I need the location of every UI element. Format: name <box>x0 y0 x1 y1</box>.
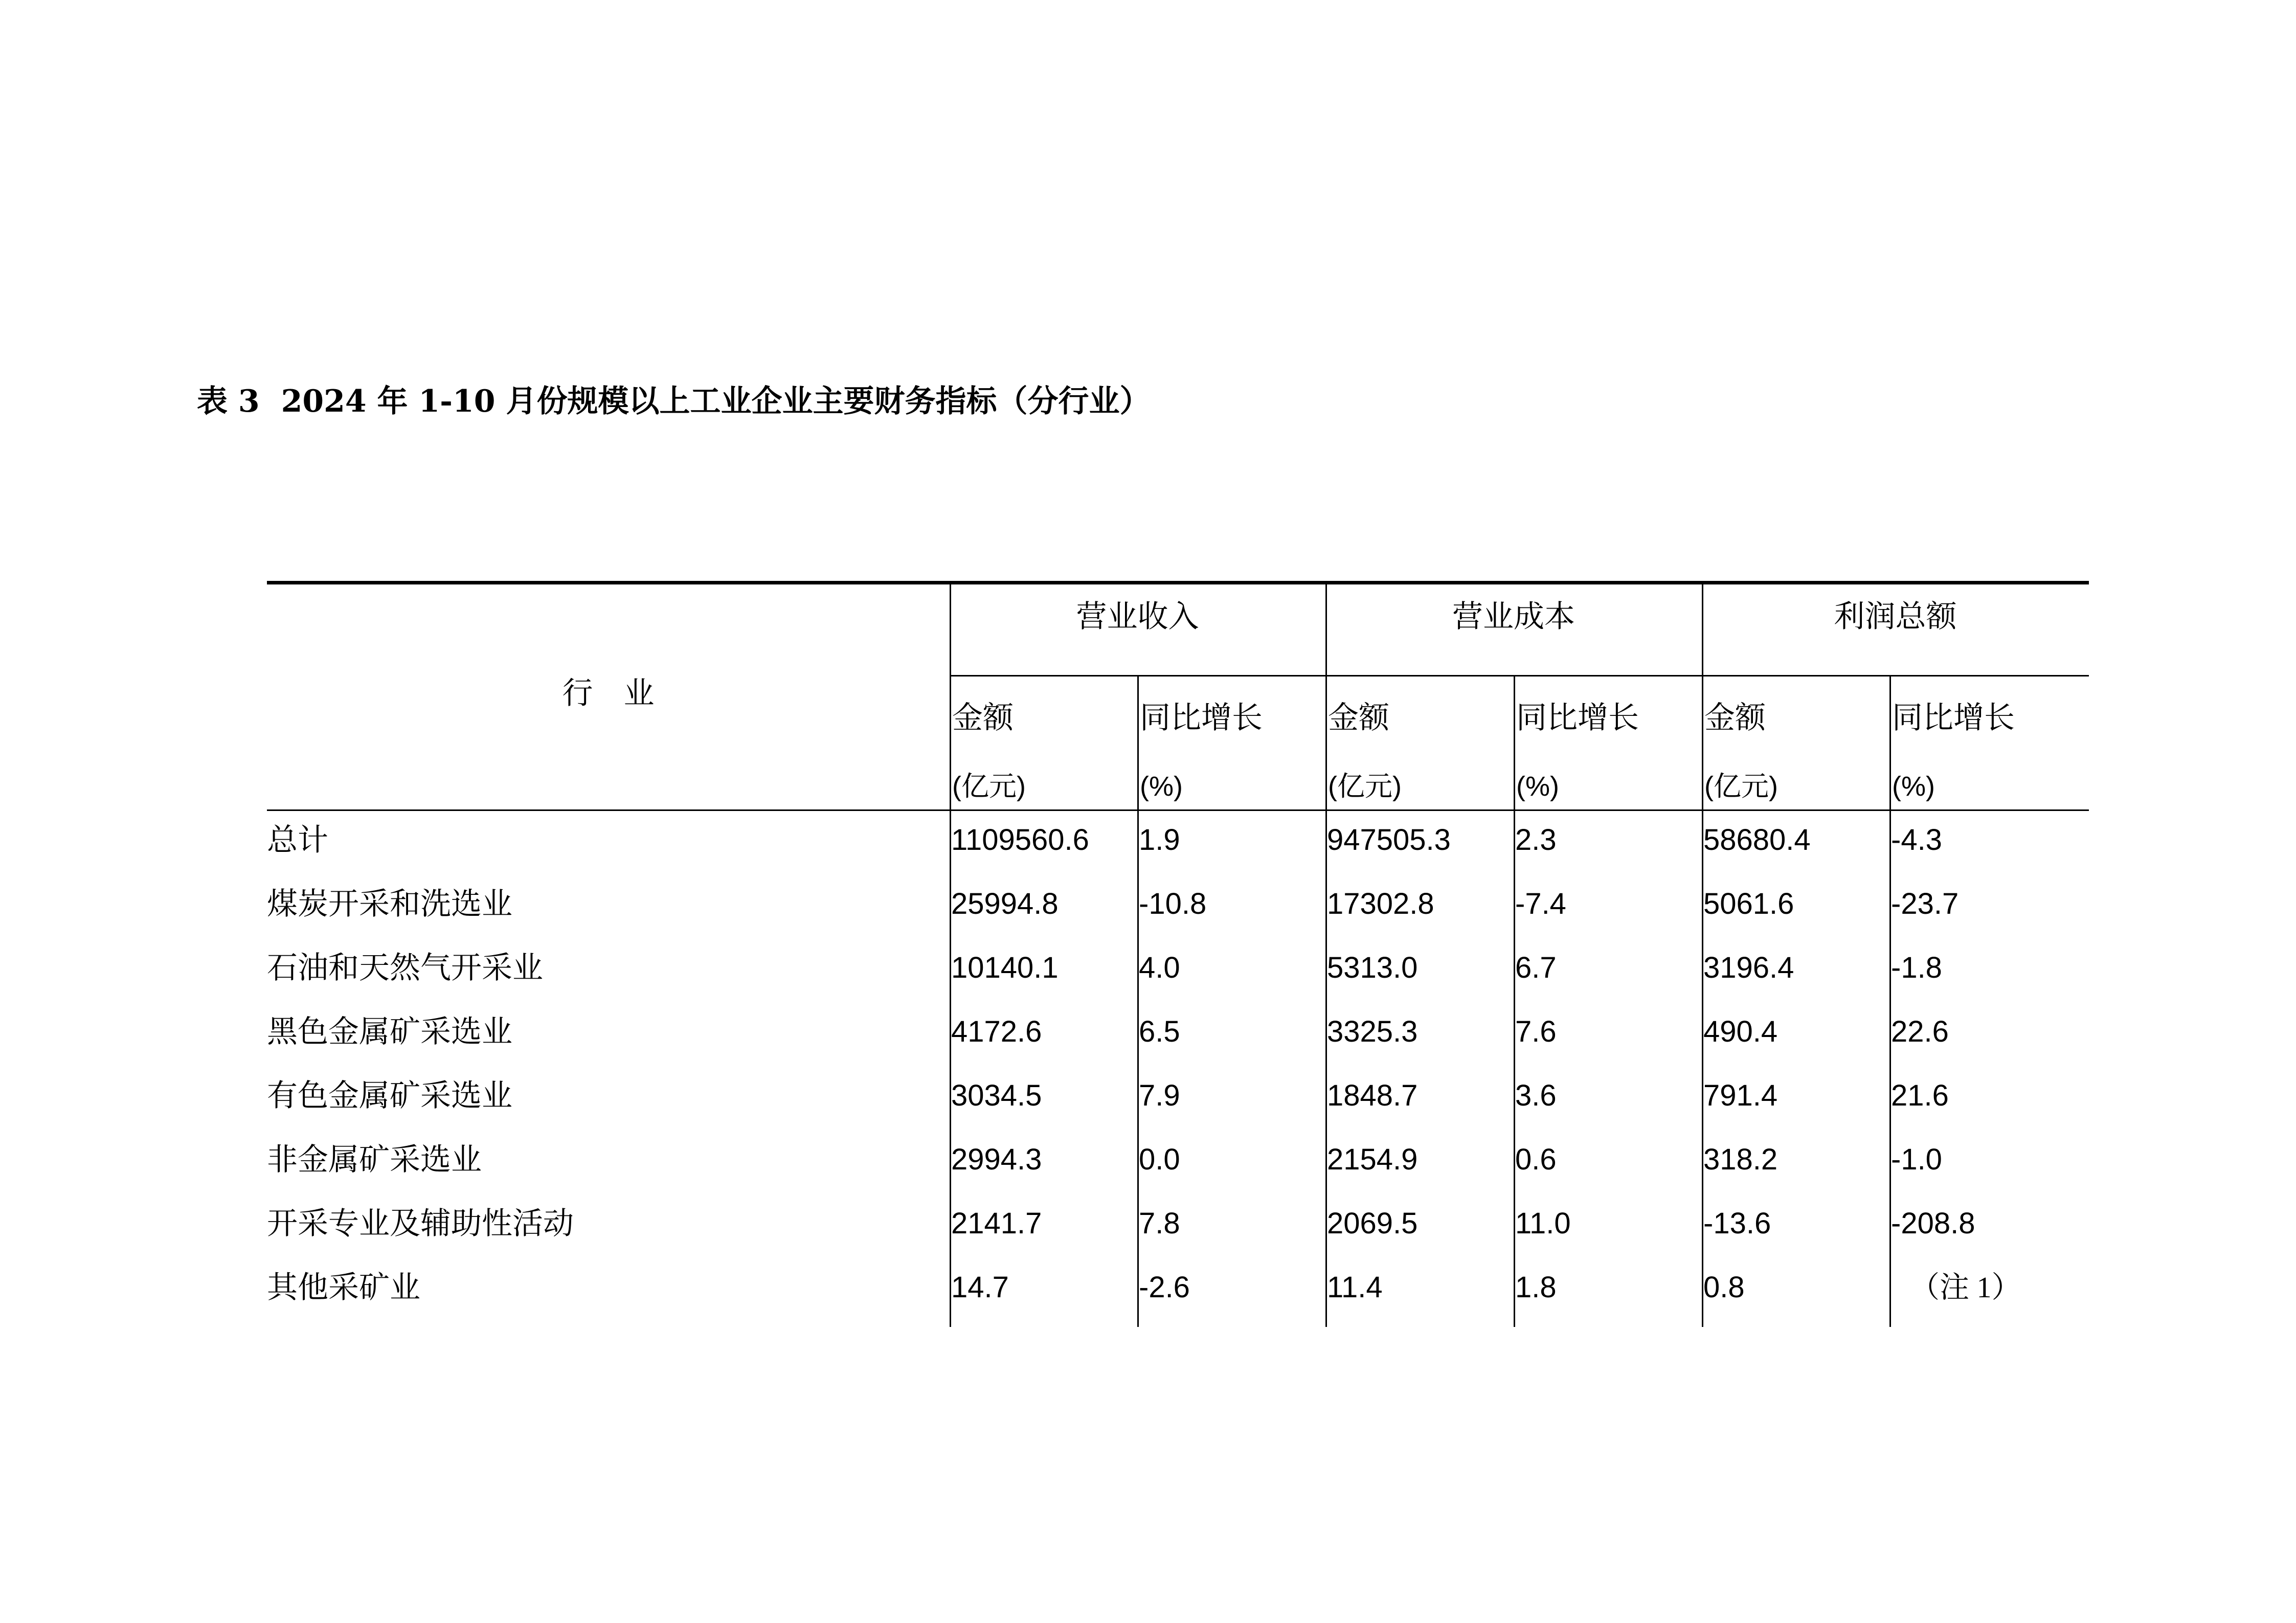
growth-unit: (%) <box>1892 771 1935 802</box>
row-value-cost-amount: 3325.3 <box>1327 1015 1418 1048</box>
row-industry-name: 黑色金属矿采选业 <box>267 1015 512 1049</box>
row-value-revenue-growth: -10.8 <box>1139 887 1207 920</box>
row-value-revenue-amount: 1109560.6 <box>951 823 1089 856</box>
row-value-cost-growth: 7.6 <box>1515 1015 1557 1048</box>
row-value-cost-growth: 0.6 <box>1515 1143 1557 1176</box>
table-number: 表 3 <box>197 384 260 419</box>
row-value-cost-growth: 11.0 <box>1515 1207 1571 1240</box>
row-industry-name: 有色金属矿采选业 <box>267 1079 512 1113</box>
amount-unit: (亿元) <box>952 771 1026 802</box>
row-value-revenue-amount: 10140.1 <box>951 951 1059 984</box>
group-header-rule <box>950 675 2089 677</box>
group-header-profit: 利润总额 <box>1834 600 1957 634</box>
row-industry-name: 其他采矿业 <box>267 1271 420 1304</box>
group-header-revenue: 营业收入 <box>1076 600 1199 634</box>
row-value-revenue-amount: 25994.8 <box>951 887 1059 920</box>
growth-unit: (%) <box>1516 771 1559 802</box>
amount-unit: (亿元) <box>1704 771 1778 802</box>
row-value-profit-amount: 58680.4 <box>1703 823 1811 856</box>
row-value-profit-amount: 318.2 <box>1703 1143 1778 1176</box>
row-value-cost-amount: 2154.9 <box>1327 1143 1418 1176</box>
row-value-cost-amount: 947505.3 <box>1327 823 1451 856</box>
row-value-cost-growth: -7.4 <box>1515 887 1566 920</box>
amount-header: 金额 <box>1328 701 1389 735</box>
industry-header: 行 业 <box>562 677 655 710</box>
row-value-profit-growth: 21.6 <box>1891 1079 1949 1112</box>
growth-header: 同比增长 <box>1892 701 2015 735</box>
row-industry-name: 总计 <box>267 823 328 857</box>
header-bottom-rule <box>267 809 2089 811</box>
row-value-revenue-growth: 4.0 <box>1139 951 1180 984</box>
amount-header: 金额 <box>952 701 1014 735</box>
row-value-revenue-growth: 7.9 <box>1139 1079 1180 1112</box>
row-value-profit-growth: （注 1） <box>1910 1271 2021 1304</box>
row-value-profit-amount: 5061.6 <box>1703 887 1794 920</box>
row-industry-name: 石油和天然气开采业 <box>267 951 543 985</box>
amount-unit: (亿元) <box>1328 771 1402 802</box>
row-value-revenue-amount: 2141.7 <box>951 1207 1042 1240</box>
row-value-cost-growth: 6.7 <box>1515 951 1557 984</box>
row-value-cost-growth: 1.8 <box>1515 1271 1557 1304</box>
row-value-profit-amount: 490.4 <box>1703 1015 1778 1048</box>
row-value-cost-amount: 5313.0 <box>1327 951 1418 984</box>
row-value-cost-amount: 17302.8 <box>1327 887 1434 920</box>
row-value-profit-amount: 0.8 <box>1703 1271 1745 1304</box>
row-value-revenue-growth: -2.6 <box>1139 1271 1190 1304</box>
group-header-cost: 营业成本 <box>1452 600 1575 634</box>
table-title <box>197 381 1150 422</box>
row-value-profit-amount: 3196.4 <box>1703 951 1794 984</box>
row-value-revenue-growth: 0.0 <box>1139 1143 1180 1176</box>
row-value-cost-growth: 2.3 <box>1515 823 1557 856</box>
row-value-revenue-growth: 1.9 <box>1139 823 1180 856</box>
row-value-revenue-amount: 3034.5 <box>951 1079 1042 1112</box>
growth-header: 同比增长 <box>1516 701 1639 735</box>
row-industry-name: 煤炭开采和洗选业 <box>267 887 512 921</box>
row-value-revenue-growth: 7.8 <box>1139 1207 1180 1240</box>
row-value-revenue-growth: 6.5 <box>1139 1015 1180 1048</box>
table-caption: 2024 年 1-10 月份规模以上工业企业主要财务指标（分行业） <box>281 384 1151 419</box>
growth-header: 同比增长 <box>1140 701 1263 735</box>
row-value-profit-growth: 22.6 <box>1891 1015 1949 1048</box>
row-value-profit-growth: -23.7 <box>1891 887 1959 920</box>
row-value-revenue-amount: 2994.3 <box>951 1143 1042 1176</box>
row-value-cost-growth: 3.6 <box>1515 1079 1557 1112</box>
growth-unit: (%) <box>1140 771 1183 802</box>
row-value-cost-amount: 11.4 <box>1327 1271 1383 1304</box>
row-value-cost-amount: 1848.7 <box>1327 1079 1418 1112</box>
amount-header: 金额 <box>1704 701 1766 735</box>
row-industry-name: 非金属矿采选业 <box>267 1143 482 1177</box>
row-value-cost-amount: 2069.5 <box>1327 1207 1418 1240</box>
table-top-rule <box>267 581 2089 584</box>
row-value-profit-growth: -208.8 <box>1891 1207 1975 1240</box>
row-value-profit-amount: -13.6 <box>1703 1207 1771 1240</box>
row-value-profit-growth: -1.8 <box>1891 951 1942 984</box>
row-value-revenue-amount: 4172.6 <box>951 1015 1042 1048</box>
row-value-profit-growth: -1.0 <box>1891 1143 1942 1176</box>
row-value-profit-amount: 791.4 <box>1703 1079 1778 1112</box>
row-value-revenue-amount: 14.7 <box>951 1271 1009 1304</box>
row-value-profit-growth: -4.3 <box>1891 823 1942 856</box>
row-industry-name: 开采专业及辅助性活动 <box>267 1207 574 1241</box>
